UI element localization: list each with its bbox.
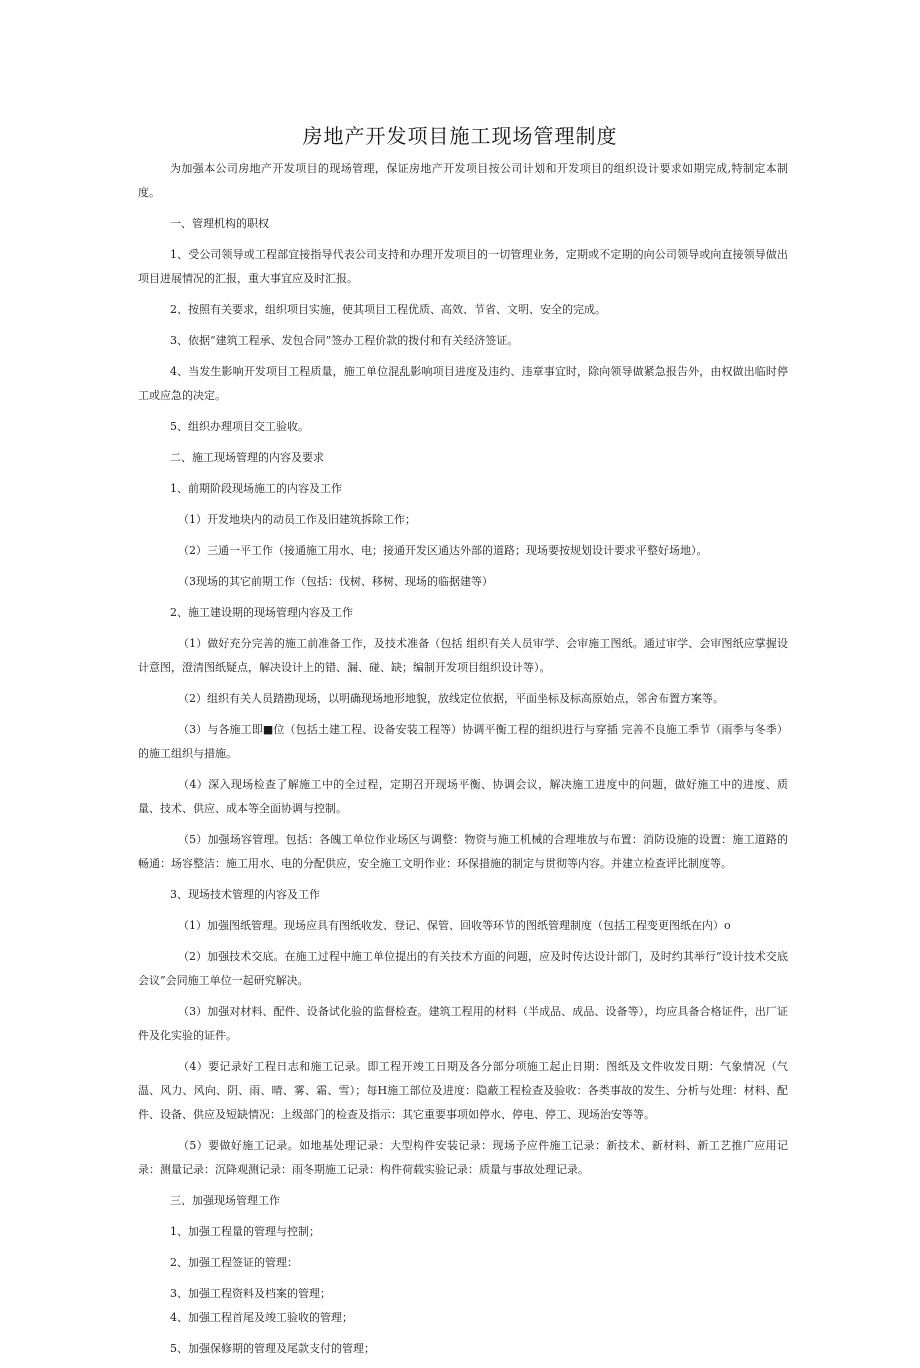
- paragraph: 2、加强工程签证的管理：: [170, 1256, 298, 1269]
- paragraph: （4）要记录好工程日志和施工记录。即工程开竣工日期及各分部分项施工起止日期：图纸及文件收发日期：气象情况（气温、风力、风向、阴、雨、晴、雾、霜、雪）；每H施工部位及进度：隐蔽工程检查及验收：各类事故的发生、分析与处理：材料、配件、设备、供应及短缺情况：上级部门的检查及指示：其它重要事项如停水、停电、停工、现场治安等等。: [138, 1060, 788, 1121]
- paragraph: 5、加强保修期的管理及尾款支付的管理；: [170, 1342, 375, 1355]
- paragraph: （3）加强对材料、配件、设备试化验的监督检查。建筑工程用的材料（半成品、成品、设备等），均应具备合格证件，出厂证件及化实验的证件。: [138, 1005, 788, 1042]
- paragraph: （5）要做好施工记录。如地基处理记录：大型构件安装记录：现场予应件施工记录：新技术、新材料、新工艺推广应用记录：测量记录：沉降观测记录：雨冬期施工记录：构件荷载实验记录：质量与事故处理记录。: [138, 1139, 788, 1176]
- paragraph: 3、现场技术管理的内容及工作: [170, 888, 320, 901]
- paragraph: （1）加强图纸管理。现场应具有图纸收发、登记、保管、回收等环节的图纸管理制度（包括工程变更图纸在内）o: [178, 919, 731, 932]
- paragraph: （2）三通一平工作（接通施工用水、电；接通开发区通达外部的道路；现场要按规划设计要求平整好场地）。: [178, 544, 708, 557]
- paragraph: 为加强本公司房地产开发项目的现场管理，保证房地产开发项目按公司计划和开发项目的组织设计要求如期完成,特制定本制度。: [138, 162, 788, 199]
- paragraph: 1、前期阶段现场施工的内容及工作: [170, 482, 342, 495]
- paragraph: 4、当发生影响开发项目工程质量，施工单位混乱影响项目进度及违约、违章事宜时，除向领导做紧急报告外，由权做出临时停工或应急的决定。: [138, 365, 788, 402]
- paragraph: 二、施工现场管理的内容及要求: [170, 451, 324, 464]
- page-title: 房地产开发项目施工现场管理制度: [302, 124, 618, 148]
- paragraph: 1、受公司领导或工程部宜接指导代表公司支持和办理开发项目的一切管理业务，定期或不定期的向公司领导或向直接领导做出项目进展情况的汇报，重大事宜应及时汇报。: [138, 248, 788, 285]
- paragraph: 三、加强现场管理工作: [170, 1194, 280, 1207]
- paragraph: （1）做好充分完善的施工前准备工作，及技术准备（包括 组织有关人员审学、会审施工图纸。通过审学、会审图纸应掌握设计意图，澄清图纸疑点，解决设计上的错、漏、碰、缺；编制开发项目组织设计等）。: [138, 637, 788, 674]
- paragraph: 5、组织办理项目交工验收。: [170, 420, 309, 433]
- paragraph: 3、加强工程资料及档案的管理；: [170, 1287, 331, 1300]
- paragraph: 1、加强工程量的管理与控制；: [170, 1225, 320, 1238]
- document-body: [138, 157, 788, 1368]
- paragraph: 4、加强工程首尾及竣工验收的管理；: [170, 1311, 353, 1324]
- paragraph: 一、管理机构的职权: [170, 217, 269, 230]
- paragraph: （3）与各施工即■位（包括土建工程、设备安装工程等）协调平衡工程的组织进行与穿插 完善不良施工季节（雨季与冬季）的施工组织与措施。: [138, 723, 788, 760]
- paragraph: （2）组织有关人员踏勘现场，以明确现场地形地貌，放线定位依据，平面坐标及标高原始点，邻舍布置方案等。: [178, 692, 724, 705]
- paragraph: （2）加强技术交底。在施工过程中施工单位提出的有关技术方面的问题，应及时传达设计部门，及时约其举行”设计技术交底会议”会同施工单位一起研究解决。: [138, 950, 788, 987]
- paragraph: 3、依据“建筑工程承、发包合同”签办工程价款的拨付和有关经济签证。: [170, 334, 519, 347]
- paragraph: 2、按照有关要求，组织项目实施，使其项目工程优质、高效、节省、文明、安全的完成。: [170, 303, 606, 316]
- paragraph: （1）开发地块内的动员工作及旧建筑拆除工作；: [178, 513, 416, 526]
- paragraph: （4）深入现场检查了解施工中的全过程，定期召开现场平衡、协调会议，解决施工进度中的问题，做好施工中的进度、质量、技术、供应、成本等全面协调与控制。: [138, 778, 788, 815]
- paragraph: （5）加强场容管理。包括：各魄工单位作业场区与调整：物资与施工机械的合理堆放与布置：消防设施的设置：施工道路的畅通：场容整洁：施工用水、电的分配供应，安全施工文明作业：环保措施的制定与贯彻等内容。并建立检查评比制度等。: [138, 833, 788, 870]
- paragraph: 2、施工建设期的现场管理内容及工作: [170, 606, 353, 619]
- paragraph: （3现场的其它前期工作（包括：伐树、移树、现场的临据建等）: [178, 575, 493, 588]
